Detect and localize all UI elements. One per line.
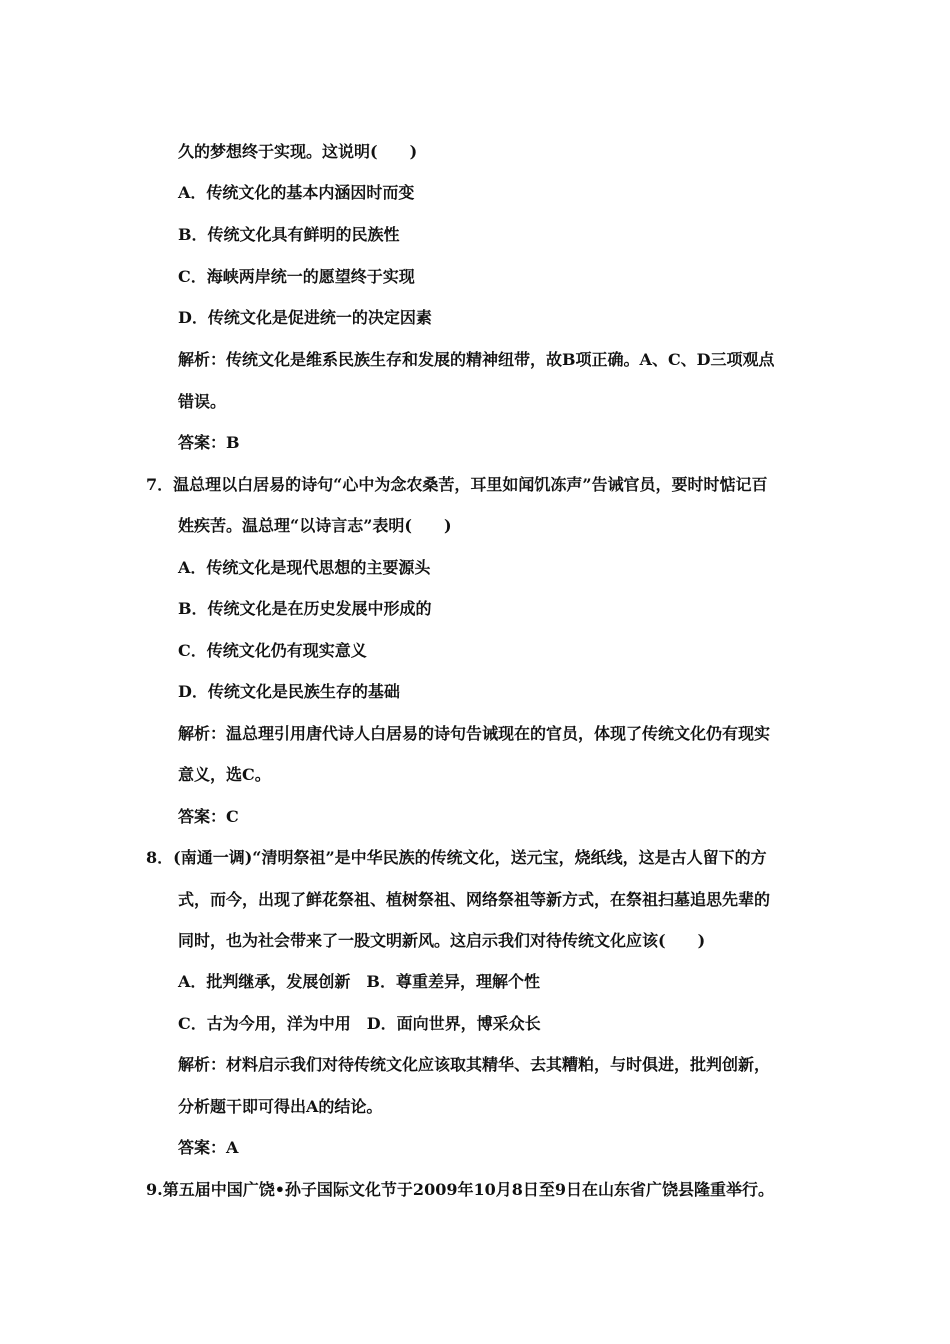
option-a: A．传统文化是现代思想的主要源头	[178, 558, 431, 577]
question-8-cont: 同时，也为社会带来了一股文明新风。这启示我们对待传统文化应该( )	[178, 931, 706, 950]
analysis-line: 错误。	[178, 392, 227, 411]
option-b: B．传统文化是在历史发展中形成的	[178, 599, 432, 618]
option-d: D．传统文化是民族生存的基础	[178, 682, 400, 701]
option-b: B．传统文化具有鲜明的民族性	[178, 225, 400, 244]
answer-line: 答案：C	[178, 807, 239, 826]
question-8-cont: 式，而今，出现了鲜花祭祖、植树祭祖、网络祭祖等新方式，在祭祖扫墓追思先辈的	[178, 890, 771, 909]
option-d: D．传统文化是促进统一的决定因素	[178, 308, 432, 327]
question-8: 8．(南通一调)“清明祭祖”是中华民族的传统文化，送元宝，烧纸线，这是古人留下的方	[146, 848, 767, 867]
question-9: 9.第五届中国广饶•孙子国际文化节于2009年10月8日至9日在山东省广饶县隆重举行。	[146, 1180, 774, 1199]
answer-line: 答案：B	[178, 433, 240, 452]
option-c: C．传统文化仍有现实意义	[178, 641, 367, 660]
options-cd: C．古为今用，洋为中用 D．面向世界，博采众长	[178, 1014, 541, 1033]
text-line: 久的梦想终于实现。这说明( )	[178, 142, 418, 161]
option-a: A．传统文化的基本内涵因时而变	[178, 183, 415, 202]
analysis-line: 分析题干即可得出A的结论。	[178, 1097, 383, 1116]
options-ab: A．批判继承，发展创新 B．尊重差异，理解个性	[178, 972, 540, 991]
option-c: C．海峡两岸统一的愿望终于实现	[178, 267, 415, 286]
analysis-line: 解析：材料启示我们对待传统文化应该取其精华、去其糟粕，与时俱进，批判创新，	[178, 1055, 771, 1074]
answer-line: 答案：A	[178, 1138, 239, 1157]
question-7: 7．温总理以白居易的诗句“心中为念农桑苦，耳里如闻饥冻声”告诫官员，要时时惦记百	[146, 475, 768, 494]
analysis-line: 解析：传统文化是维系民族生存和发展的精神纽带，故B项正确。A、C、D三项观点	[178, 350, 775, 369]
question-7-cont: 姓疾苦。温总理“以诗言志”表明( )	[178, 516, 452, 535]
analysis-line: 意义，选C。	[178, 765, 271, 784]
analysis-line: 解析：温总理引用唐代诗人白居易的诗句告诫现在的官员，体现了传统文化仍有现实	[178, 724, 771, 743]
